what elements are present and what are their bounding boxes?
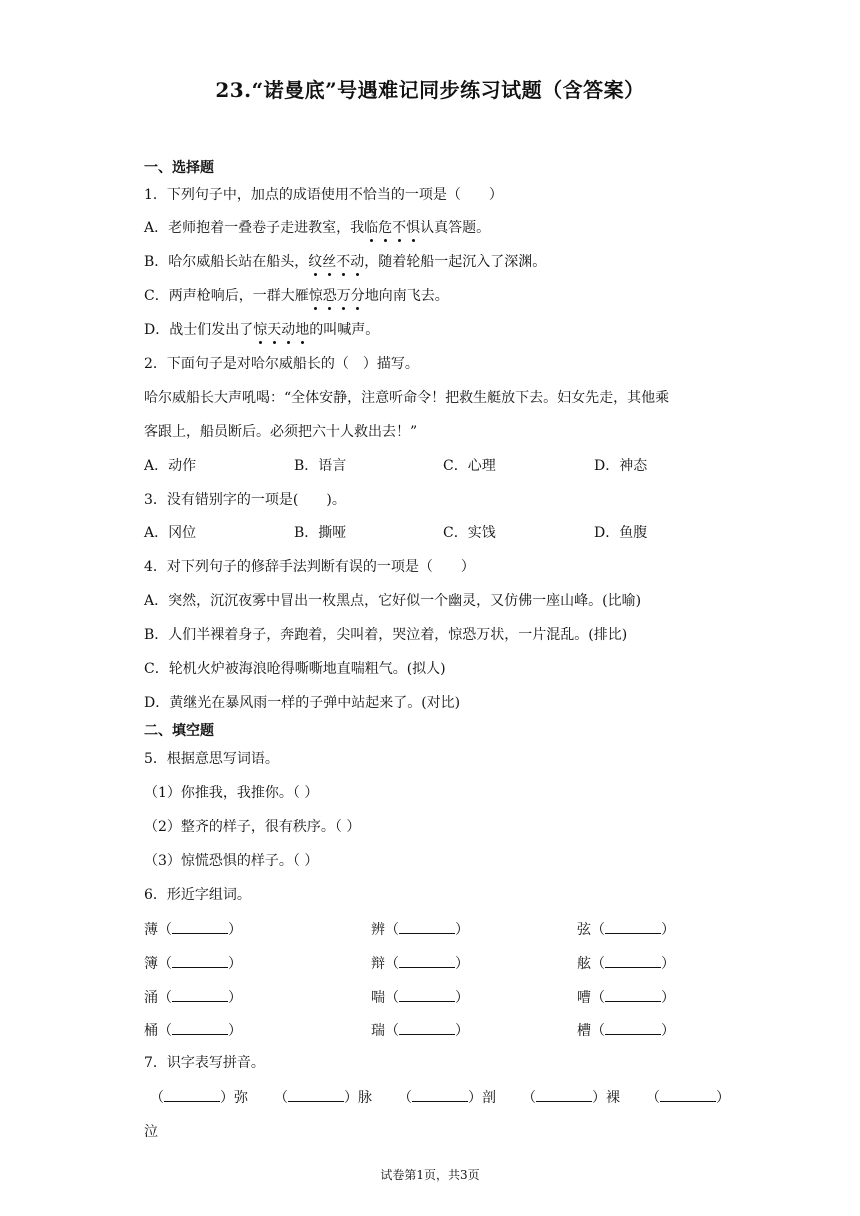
word-group-char: 簿（ — [144, 956, 172, 972]
word-group-char: 辩（ — [371, 956, 399, 972]
dotted-char: 分 — [350, 288, 365, 304]
word-group-item — [577, 953, 675, 974]
dotted-char: 不 — [392, 220, 407, 236]
closing-paren: ） — [661, 1023, 675, 1039]
question-3-option-a: A．冈位 — [144, 525, 197, 541]
pinyin-item — [646, 1087, 730, 1108]
pinyin-char: 剖 — [482, 1090, 496, 1106]
answer-blank[interactable] — [660, 1087, 716, 1102]
closing-paren: ） — [661, 990, 675, 1006]
closing-paren: ） — [468, 1090, 482, 1106]
dotted-char: 惊 — [253, 322, 268, 338]
answer-blank[interactable] — [172, 919, 228, 934]
word-group-char: 薄（ — [144, 922, 172, 938]
answer-blank[interactable] — [412, 1087, 468, 1102]
word-group-char: 辨（ — [371, 922, 399, 938]
closing-paren: ） — [455, 1023, 469, 1039]
question-2-option-a: A．动作 — [144, 458, 197, 474]
option-text: C．两声枪响后，一群大雁 — [144, 288, 309, 304]
question-2-option-c: C．心理 — [443, 458, 496, 474]
dotted-idiom — [364, 220, 420, 236]
page-footer: 试卷第1页，共3页 — [380, 1168, 480, 1182]
question-3-stem: 3．没有错别字的一项是( )。 — [144, 492, 346, 508]
dotted-char: 万 — [336, 288, 351, 304]
closing-paren: ） — [228, 956, 242, 972]
pinyin-item — [274, 1087, 372, 1108]
closing-paren: ） — [716, 1090, 730, 1106]
option-text: 地向南飞去。 — [364, 288, 449, 304]
answer-blank[interactable] — [399, 919, 455, 934]
answer-blank[interactable] — [605, 987, 661, 1002]
closing-paren: ） — [344, 1090, 358, 1106]
answer-blank[interactable] — [172, 1020, 228, 1035]
option-text: A．老师抱着一叠卷子走进教室，我 — [144, 220, 365, 236]
question-2-option-d: D．神态 — [594, 458, 648, 474]
word-group-item — [577, 987, 675, 1008]
pinyin-item — [398, 1087, 496, 1108]
word-group-char: 嘈（ — [577, 990, 605, 1006]
dotted-char: 不 — [336, 254, 351, 270]
question-3-option-b: B．撕哑 — [294, 525, 347, 541]
opening-paren: （ — [646, 1090, 660, 1106]
dotted-char: 天 — [267, 322, 282, 338]
section-heading-fill: 二、填空题 — [144, 723, 214, 739]
word-group-item — [144, 953, 242, 974]
dotted-char: 危 — [378, 220, 393, 236]
answer-blank[interactable] — [399, 1020, 455, 1035]
word-group-item — [371, 1020, 469, 1041]
answer-blank[interactable] — [399, 987, 455, 1002]
question-4-option-b: B．人们半裸着身子，奔跑着，尖叫着，哭泣着，惊恐万状，一片混乱。(排比) — [144, 627, 628, 643]
answer-blank[interactable] — [164, 1087, 220, 1102]
closing-paren: ） — [228, 990, 242, 1006]
dotted-char: 惧 — [406, 220, 421, 236]
answer-blank[interactable] — [605, 953, 661, 968]
answer-blank[interactable] — [288, 1087, 344, 1102]
word-group-item — [371, 919, 469, 940]
dotted-char: 纹 — [308, 254, 323, 270]
answer-blank[interactable] — [536, 1087, 592, 1102]
section-heading-choice: 一、选择题 — [144, 160, 214, 176]
question-1-stem: 1．下列句子中，加点的成语使用不恰当的一项是（ ） — [144, 187, 503, 203]
word-group-char: 槽（ — [577, 1023, 605, 1039]
pinyin-item — [522, 1087, 620, 1108]
word-group-char: 瑞（ — [371, 1023, 399, 1039]
word-group-char: 桶（ — [144, 1023, 172, 1039]
dotted-char: 临 — [364, 220, 379, 236]
word-group-item — [144, 919, 242, 940]
closing-paren: ） — [661, 922, 675, 938]
opening-paren: （ — [522, 1090, 536, 1106]
question-2-stem: 2．下面句子是对哈尔威船长的（ ）描写。 — [144, 356, 419, 372]
dotted-char: 惊 — [308, 288, 323, 304]
question-3-option-d: D．鱼腹 — [594, 525, 648, 541]
closing-paren: ） — [455, 922, 469, 938]
pinyin-char: 弥 — [234, 1090, 248, 1106]
closing-paren: ） — [661, 956, 675, 972]
opening-paren: （ — [274, 1090, 288, 1106]
option-text: 的叫喊声。 — [309, 322, 380, 338]
word-group-char: 涌（ — [144, 990, 172, 1006]
option-text: 认真答题。 — [420, 220, 491, 236]
dotted-char: 丝 — [322, 254, 337, 270]
closing-paren: ） — [220, 1090, 234, 1106]
pinyin-char: 裸 — [606, 1090, 620, 1106]
question-4-option-c: C．轮机火炉被海浪呛得嘶嘶地直喘粗气。(拟人) — [144, 661, 446, 677]
question-5-item: （3）惊慌恐惧的样子。（ ） — [144, 853, 319, 869]
opening-paren: （ — [150, 1090, 164, 1106]
question-3-option-c: C．实饯 — [443, 525, 496, 541]
question-5-item: （1）你推我，我推你。（ ） — [144, 785, 319, 801]
word-group-char: 舷（ — [577, 956, 605, 972]
question-1-option-b — [144, 252, 546, 272]
dotted-idiom — [253, 322, 309, 338]
question-7-stem: 7．识字表写拼音。 — [144, 1055, 265, 1071]
dotted-idiom — [309, 288, 365, 304]
word-group-item — [144, 987, 242, 1008]
dotted-char: 地 — [295, 322, 310, 338]
answer-blank[interactable] — [399, 953, 455, 968]
answer-blank[interactable] — [605, 919, 661, 934]
closing-paren: ） — [592, 1090, 606, 1106]
dotted-char: 恐 — [322, 288, 337, 304]
word-group-item — [371, 953, 469, 974]
question-4-option-a: A．突然，沉沉夜雾中冒出一枚黑点，它好似一个幽灵，又仿佛一座山峰。(比喻) — [144, 593, 642, 609]
question-6-stem: 6．形近字组词。 — [144, 887, 251, 903]
question-2-option-b: B．语言 — [294, 458, 347, 474]
dotted-char: 动 — [281, 322, 296, 338]
word-group-char: 喘（ — [371, 990, 399, 1006]
question-4-option-d: D．黄继光在暴风雨一样的子弹中站起来了。(对比) — [144, 695, 461, 711]
closing-paren: ） — [455, 990, 469, 1006]
option-text: ，随着轮船一起沉入了深渊。 — [364, 254, 547, 270]
word-group-item — [371, 987, 469, 1008]
question-7-last-char: 泣 — [144, 1124, 158, 1140]
closing-paren: ） — [228, 922, 242, 938]
word-group-char: 弦（ — [577, 922, 605, 938]
answer-blank[interactable] — [172, 953, 228, 968]
question-2-passage: 哈尔威船长大声吼喝：“全体安静，注意听命令！把救生艇放下去。妇女先走，其他乘 — [144, 390, 670, 406]
word-group-item — [144, 1020, 242, 1041]
question-5-stem: 5．根据意思写词语。 — [144, 751, 279, 767]
question-1-option-a — [144, 218, 490, 238]
question-2-passage: 客跟上，船员断后。必须把六十人救出去！” — [144, 424, 418, 440]
pinyin-char: 脉 — [358, 1090, 372, 1106]
answer-blank[interactable] — [605, 1020, 661, 1035]
option-text: D．战士们发出了 — [144, 322, 254, 338]
question-1-option-c — [144, 286, 449, 306]
question-5-item: （2）整齐的样子，很有秩序。（ ） — [144, 819, 361, 835]
dotted-char: 动 — [350, 254, 365, 270]
option-text: B．哈尔威船长站在船头， — [144, 254, 309, 270]
question-1-option-d — [144, 320, 379, 340]
page-title: 23.“诺曼底”号遇难记同步练习试题（含答案） — [215, 78, 645, 102]
pinyin-item — [150, 1087, 248, 1108]
closing-paren: ） — [455, 956, 469, 972]
opening-paren: （ — [398, 1090, 412, 1106]
question-4-stem: 4．对下列句子的修辞手法判断有误的一项是（ ） — [144, 559, 475, 575]
dotted-idiom — [308, 254, 364, 270]
closing-paren: ） — [228, 1023, 242, 1039]
word-group-item — [577, 1020, 675, 1041]
word-group-item — [577, 919, 675, 940]
answer-blank[interactable] — [172, 987, 228, 1002]
